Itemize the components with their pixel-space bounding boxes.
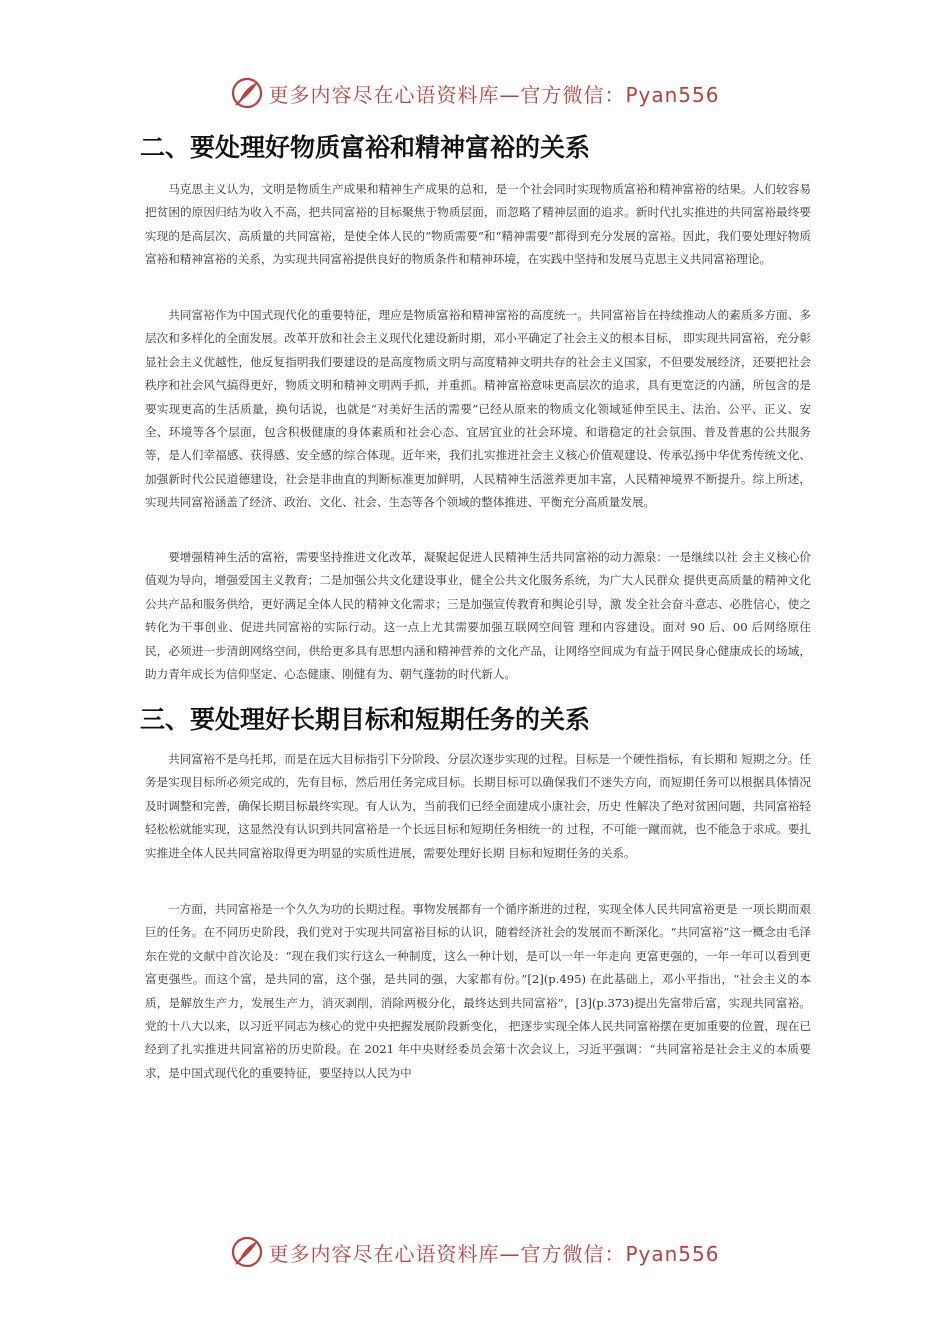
watermark-text: 更多内容尽在心语资料库—官方微信：Pyan556 [268,82,720,107]
paragraph: 马克思主义认为，文明是物质生产成果和精神生产成果的总和，是一个社会同时实现物质富裕和精神富裕的结果。人们较容易把贫困的原因归结为收入不高，把共同富裕的目标聚焦于物质层面，而忽略了精神层面的追求。新时代扎实推进的共同富裕最终要实现的是高层次、高质量的共同富裕，是使全体人民的“物质需要”和“精神需要”都得到充分发展的富裕。因此，我们要处理好物质富裕和精神富裕的关系，为实现共同富裕提供良好的物质条件和精神环境，在实践中坚持和发展马克思主义共同富裕理论。 [145,182,811,267]
section-heading: 二、要处理好物质富裕和精神富裕的关系 [140,133,591,162]
paragraph: 一方面，共同富裕是一个久久为功的长期过程。事物发展都有一个循序渐进的过程，实现全体人民共同富裕更是 一项长期而艰巨的任务。在不同历史阶段，我们党对于实现共同富裕目标的认识，随着经济社会的发展而不断深化。“共同富裕”这一概念由毛泽东在党的文献中首次论及：“现在我们实行这么一种制度，这么一种计划，是可以一年一年走向 更富更强的，一年一年可以看到更富更强些。而这个富，是共同的富，这个强，是共同的强，大家都有份。”[2](p.495) 在此基础上，邓小平指出，“社会主义的本质，是解放生产力，发展生产力，消灭剥削，消除两极分化，最终达到共同富裕”，[3](p.373)提出先富带后富，实现共同富裕。党的十八大以来，以习近平同志为核心的党中央把握发展阶段新变化， 把逐步实现全体人民共同富裕摆在更加重要的位置，现在已经到了扎实推进共同富裕的历史阶段。在 2021 年中央财经委员会第十次会议上，习近平强调：“共同富裕是社会主义的本质要求，是中国式现代化的重要特征，要坚持以人民为中 [145,902,811,1080]
watermark-text: 更多内容尽在心语资料库—官方微信：Pyan556 [268,1241,720,1266]
section-heading: 三、要处理好长期目标和短期任务的关系 [140,705,591,734]
feather-quill-icon [230,76,264,110]
watermark-header [0,73,950,113]
paragraph: 共同富裕作为中国式现代化的重要特征，理应是物质富裕和精神富裕的高度统一。共同富裕旨在持续推动人的素质多方面、多层次和多样化的全面发展。改革开放和社会主义现代化建设新时期，邓小平确定了社会主义的根本目标， 即实现共同富裕，充分彰显社会主义优越性，他反复指明我们要建设的是高度物质文明与高度精神文明共存的社会主义国家，不但要发展经济，还要把社会秩序和社会风气搞得更好，物质文明和精神文明两手抓，并重抓。精神富裕意味更高层次的追求，具有更宽泛的内涵，所包含的是要实现更高的生活质量，换句话说，也就是“对美好生活的需要”已经从原来的物质文化领域延伸至民主、法治、公平、正义、安全、环境等各个层面，包含积极健康的身体素质和社会心态、宜居宜业的社会环境、和谐稳定的社会氛围、普及普惠的公共服务等，是人们幸福感、获得感、安全感的综合体现。近年来，我们扎实推进社会主义核心价值观建设、传承弘扬中华优秀传统文化、加强新时代公民道德建设，社会是非曲直的判断标准更加鲜明，人民精神生活滋养更加丰富，人民精神境界不断提升。综上所述，实现共同富裕涵盖了经济、政治、文化、社会、生态等各个领域的整体推进、平衡充分高质量发展。 [145,308,811,510]
paragraph: 要增强精神生活的富裕，需要坚持推进文化改革，凝聚起促进人民精神生活共同富裕的动力源泉：一是继续以社 会主义核心价值观为导向，增强爱国主义教育；二是加强公共文化建设事业，健全公共文化服务系统，为广大人民群众 提供更高质量的精神文化公共产品和服务供给，更好满足全体人民的精神文化需求；三是加强宣传教育和舆论引导，激 发全社会奋斗意志、必胜信心，使之转化为干事创业、促进共同富裕的实际行动。这一点上尤其需要加强互联网空间管 理和内容建设。面对 90 后、00 后网络原住民，必须进一步清朗网络空间，供给更多具有思想内涵和精神营养的文化产品，让网络空间成为有益于网民身心健康成长的场域，助力青年成长为信仰坚定、心态健康、刚健有为、朝气蓬勃的时代新人。 [145,550,811,682]
paragraph: 共同富裕不是乌托邦，而是在远大目标指引下分阶段、分层次逐步实现的过程。目标是一个硬性指标，有长期和 短期之分。任务是实现目标所必须完成的，先有目标，然后用任务完成目标。长期目标可以确保我们不迷失方向，而短期任务可以根据具体情况及时调整和完善，确保长期目标最终实现。有人认为，当前我们已经全面建成小康社会，历史 性解决了绝对贫困问题，共同富裕轻轻松松就能实现，这显然没有认识到共同富裕是一个长远目标和短期任务相统一的 过程，不可能一蹴而就，也不能急于求成。要扎实推进全体人民共同富裕取得更为明显的实质性进展，需要处理好长期 目标和短期任务的关系。 [145,752,811,860]
watermark-footer [0,1232,950,1272]
feather-quill-icon [230,1235,264,1269]
